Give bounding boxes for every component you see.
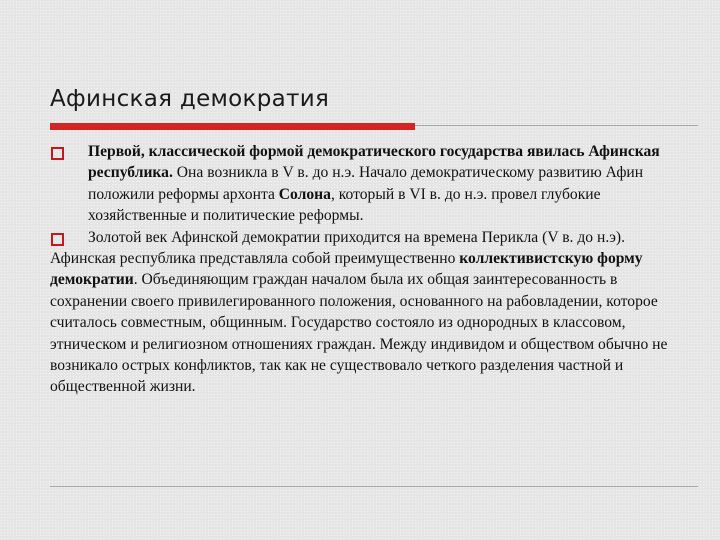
slide-title: Афинская демократия xyxy=(50,86,330,112)
body-paragraph xyxy=(50,248,698,398)
bullet-2-text: Золотой век Афинской демократии приходится на времена Перикла (V в. до н.э). xyxy=(88,228,626,246)
title-accent-bar xyxy=(50,123,415,130)
bullet-item-2 xyxy=(50,227,698,248)
hollow-square-icon xyxy=(51,147,64,160)
paragraph-text-end: . Объединяющим граждан началом была их общая заинтересованность в сохранении своего привилегированного положения, основанного на рабовладении, которое считалось совместным, общинным. Государство состояло из однородных в классовом, этническом и религиозном отношениях граждан. Между индивидом и обществом обычно не возникало острых конфликтов, так как не существовало четкого разделения частной и общественной жизни. xyxy=(50,271,668,396)
bullet-item-1 xyxy=(50,141,698,227)
bullet-1-text-end: , который в VI в. до н.э. провел глубокие хозяйственные и политические реформы. xyxy=(88,185,601,225)
bullet-1-lead: Первой, классической формой демократического государства явилась Афинская республика. xyxy=(88,143,660,182)
hollow-square-icon xyxy=(51,233,64,246)
bullet-1-name: Солона xyxy=(278,185,331,203)
footer-divider xyxy=(50,486,698,487)
bullet-1-text: Она возникла в V в. до н.э. Начало демократическому развитию Афин положили реформы архонта xyxy=(88,164,644,203)
paragraph-bold: коллективистскую форму демократии xyxy=(50,250,643,289)
slide-content xyxy=(50,141,698,398)
paragraph-text-start: Афинская республика представляла собой преимущественно xyxy=(50,250,460,268)
